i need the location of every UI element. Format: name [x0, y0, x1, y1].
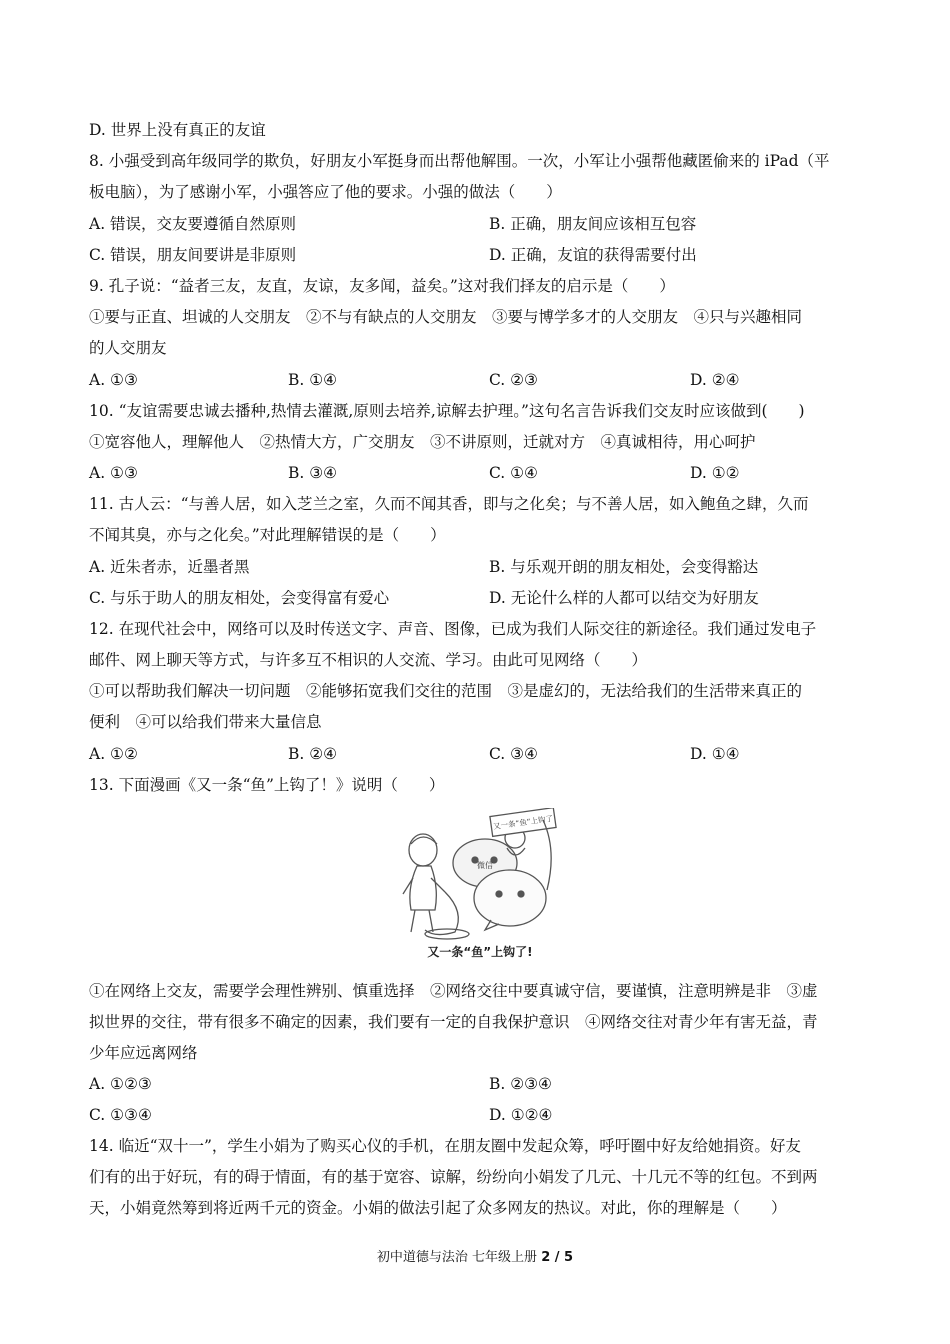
q12-option-d: D. ①④	[690, 745, 740, 763]
q13-option-d: D. ①②④	[489, 1106, 553, 1124]
cartoon-bubble-label: 微信	[477, 861, 493, 870]
q13-option-c: C. ①③④	[89, 1106, 152, 1124]
q8-option-b: B. 正确，朋友间应该相互包容	[489, 215, 697, 233]
q13-option-b: B. ②③④	[489, 1075, 552, 1093]
q8-option-c: C. 错误，朋友间要讲是非原则	[89, 246, 297, 264]
q8-stem-line2: 板电脑），为了感谢小军，小强答应了他的要求。小强的做法（ ）	[89, 183, 562, 201]
q9-stem-line1: 9. 孔子说：“益者三友，友直，友谅，友多闻，益矣。”这对我们择友的启示是（ ）	[89, 277, 675, 295]
q8-option-d: D. 正确，友谊的获得需要付出	[489, 246, 697, 264]
q11-stem-line1: 11. 古人云：“与善人居，如入芝兰之室，久而不闻其香，即与之化矣；与不善人居，如入鲍鱼之肆，久而	[89, 495, 809, 513]
q11-option-a: A. 近朱者赤，近墨者黑	[89, 558, 250, 576]
q11-stem-line2: 不闻其臭，亦与之化矣。”对此理解错误的是（ ）	[89, 526, 446, 544]
q12-stem-line2: 邮件、网上聊天等方式，与许多互不相识的人交流、学习。由此可见网络（ ）	[89, 651, 648, 669]
q12-stem-line4: 便利 ④可以给我们带来大量信息	[89, 713, 322, 731]
q9-option-c: C. ②③	[489, 371, 538, 389]
page-number: 2 / 5	[541, 1250, 574, 1265]
q10-option-b: B. ③④	[288, 464, 338, 482]
q13-option-a: A. ①②③	[89, 1075, 152, 1093]
q9-option-a: A. ①③	[89, 371, 138, 389]
q14-stem-line2: 们有的出于好玩，有的碍于情面，有的基于宽容、谅解，纷纷向小娟发了几元、十几元不等的红包。不到两	[89, 1168, 818, 1186]
q11-option-c: C. 与乐于助人的朋友相处，会变得富有爱心	[89, 589, 390, 607]
cartoon-caption: 又一条“鱼”上钩了!	[427, 945, 533, 959]
q12-stem-line3: ①可以帮助我们解决一切问题 ②能够拓宽我们交往的范围 ③是虚幻的，无法给我们的生活带来真正的	[89, 682, 803, 700]
cartoon-illustration	[395, 808, 565, 963]
q10-stem-line2: ①宽容他人，理解他人 ②热情大方，广交朋友 ③不讲原则，迁就对方 ④真诚相待，用心呵护	[89, 433, 756, 451]
q8-stem-line1: 8. 小强受到高年级同学的欺负，好朋友小军挺身而出帮他解围。一次，小军让小强帮他藏匿偷来的 iPad（平	[89, 152, 830, 170]
q13-stem-line2: ①在网络上交友，需要学会理性辨别、慎重选择 ②网络交往中要真诚守信，要谨慎，注意明辨是非 ③虚	[89, 982, 818, 1000]
q14-stem-line3: 天，小娟竟然筹到将近两千元的资金。小娟的做法引起了众多网友的热议。对此，你的理解是（ ）	[89, 1199, 787, 1217]
q9-stem-line2: ①要与正直、坦诚的人交朋友 ②不与有缺点的人交朋友 ③要与博学多才的人交朋友 ④只与兴趣相同	[89, 308, 803, 326]
q12-option-b: B. ②④	[288, 745, 338, 763]
q8-option-a: A. 错误，交友要遵循自然原则	[89, 215, 297, 233]
page-footer	[0, 1246, 950, 1265]
q12-stem-line1: 12. 在现代社会中，网络可以及时传送文字、声音、图像，已成为我们人际交往的新途径。我们通过发电子	[89, 620, 817, 638]
q10-option-d: D. ①②	[690, 464, 740, 482]
q9-option-d: D. ②④	[690, 371, 740, 389]
q13-stem-line3: 拟世界的交往，带有很多不确定的因素，我们要有一定的自我保护意识 ④网络交往对青少年有害无益，青	[89, 1013, 818, 1031]
q13-stem-line1: 13. 下面漫画《又一条“鱼”上钩了！》说明（ ）	[89, 776, 445, 794]
q10-option-a: A. ①③	[89, 464, 138, 482]
q12-option-c: C. ③④	[489, 745, 538, 763]
q10-option-c: C. ①④	[489, 464, 538, 482]
q7-option-d: D. 世界上没有真正的友谊	[89, 121, 266, 139]
q12-option-a: A. ①②	[89, 745, 138, 763]
cartoon-sign-text: 又一条“鱼”上钩了	[492, 813, 554, 832]
q9-option-b: B. ①④	[288, 371, 338, 389]
q9-stem-line3: 的人交朋友	[89, 339, 167, 357]
q11-option-d: D. 无论什么样的人都可以结交为好朋友	[489, 589, 759, 607]
q11-option-b: B. 与乐观开朗的朋友相处，会变得豁达	[489, 558, 759, 576]
footer-course-title: 初中道德与法治 七年级上册	[376, 1250, 538, 1265]
q13-stem-line4: 少年应远离网络	[89, 1044, 198, 1062]
q14-stem-line1: 14. 临近“双十一”，学生小娟为了购买心仪的手机，在朋友圈中发起众筹，呼吁圈中好友给她捐资。好友	[89, 1137, 801, 1155]
q10-stem-line1: 10. “友谊需要忠诚去播种,热情去灌溉,原则去培养,谅解去护理。”这句名言告诉我们交友时应该做到( )	[89, 402, 805, 420]
